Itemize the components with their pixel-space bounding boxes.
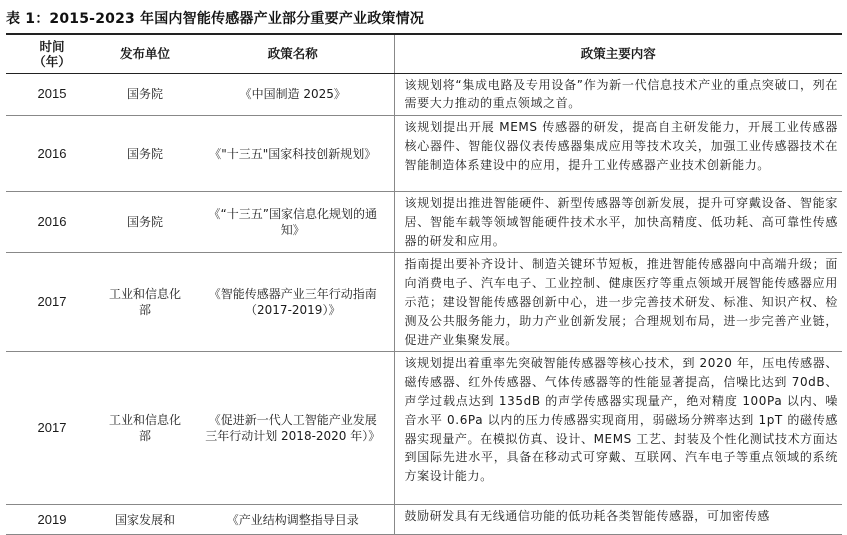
cell-year: 2017 bbox=[6, 352, 98, 505]
cell-policy-content: 该规划提出着重率先突破智能传感器等核心技术，到 2020 年，压电传感器、磁传感器、红外传感器、气体传感器等的性能显著提高，信噪比达到 70dB、声学过载点达到 135dB 的声学传感器实现量产，绝对精度 100Pa 以内、噪音水平 0.6Pa 以内的压力传感器实现商用，弱磁场分辨率达到 1pT 的磁传感器实现量产。在模拟仿真、设计、MEMS 工艺、封装及个性化测试技术方面达到国际先进水平，具备在移动式可穿戴、互联网、汽车电子等重点领域的系统方案设计能力。 bbox=[394, 352, 842, 505]
cell-policy-name: 《产业结构调整指导目录 bbox=[192, 505, 394, 535]
cell-policy-content: 该规划提出开展 MEMS 传感器的研发，提高自主研发能力，开展工业传感器核心器件、智能仪器仪表传感器集成应用等技术攻关，加强工业传感器技术在智能制造体系建设中的应用，提升工业传感器产业技术创新能力。 bbox=[394, 116, 842, 192]
table-row bbox=[6, 192, 842, 253]
cell-year: 2017 bbox=[6, 253, 98, 352]
table-row bbox=[6, 116, 842, 192]
cell-year: 2019 bbox=[6, 505, 98, 535]
cell-unit: 国务院 bbox=[98, 192, 192, 253]
cell-unit: 工业和信息化部 bbox=[98, 253, 192, 352]
table-row bbox=[6, 505, 842, 535]
cell-unit: 国家发展和 bbox=[98, 505, 192, 535]
table-caption: 表 1：2015-2023 年国内智能传感器产业部分重要产业政策情况 bbox=[6, 11, 425, 27]
header-year-label: 时间 （年） bbox=[33, 38, 71, 69]
cell-unit: 国务院 bbox=[98, 116, 192, 192]
policy-table bbox=[6, 33, 842, 535]
table-header-row bbox=[6, 34, 842, 73]
table-row bbox=[6, 73, 842, 116]
cell-policy-name: 《"十三五"国家科技创新规划》 bbox=[192, 116, 394, 192]
cell-unit: 国务院 bbox=[98, 73, 192, 116]
header-content: 政策主要内容 bbox=[394, 34, 842, 73]
cell-policy-content: 该规划提出推进智能硬件、新型传感器等创新发展，提升可穿戴设备、智能家居、智能车载等领域智能硬件技术水平，加快高精度、低功耗、高可靠性传感器的研发和应用。 bbox=[394, 192, 842, 253]
cell-policy-content: 该规划将“集成电路及专用设备”作为新一代信息技术产业的重点突破口，列在需要大力推动的重点领域之首。 bbox=[394, 73, 842, 116]
table-row bbox=[6, 253, 842, 352]
policy-table-container bbox=[6, 33, 842, 527]
cell-year: 2016 bbox=[6, 116, 98, 192]
cell-policy-name: 《促进新一代人工智能产业发展三年行动计划 2018-2020 年）》 bbox=[192, 352, 394, 505]
cell-unit: 工业和信息化部 bbox=[98, 352, 192, 505]
cell-policy-name: 《中国制造 2025》 bbox=[192, 73, 394, 116]
header-name: 政策名称 bbox=[192, 34, 394, 73]
cell-policy-name: 《“十三五”国家信息化规划的通知》 bbox=[192, 192, 394, 253]
cell-year: 2016 bbox=[6, 192, 98, 253]
table-row bbox=[6, 352, 842, 505]
cell-year: 2015 bbox=[6, 73, 98, 116]
cell-policy-content: 指南提出要补齐设计、制造关键环节短板，推进智能传感器向中高端升级；面向消费电子、汽车电子、工业控制、健康医疗等重点领域开展智能传感器应用示范；建设智能传感器创新中心，进一步完善技术研发、标准、知识产权、检测及公共服务能力，助力产业创新发展；合理规划布局，进一步完善产业链，促进产业集聚发展。 bbox=[394, 253, 842, 352]
cell-policy-content: 鼓励研发具有无线通信功能的低功耗各类智能传感器，可加密传感 bbox=[394, 505, 842, 535]
header-unit: 发布单位 bbox=[98, 34, 192, 73]
header-year bbox=[6, 34, 98, 73]
cell-policy-name: 《智能传感器产业三年行动指南（2017-2019）》 bbox=[192, 253, 394, 352]
